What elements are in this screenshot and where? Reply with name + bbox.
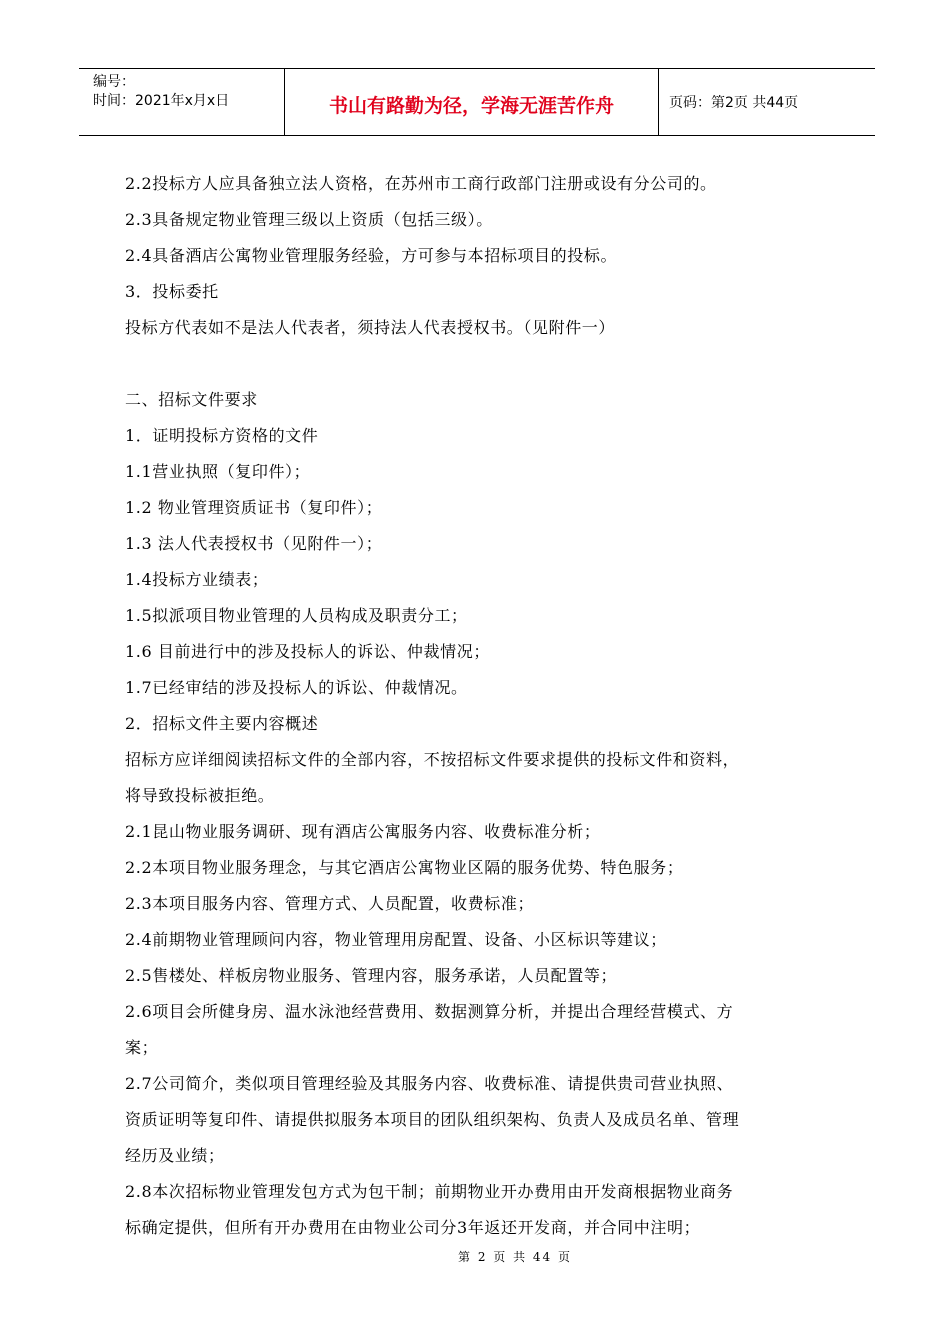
body-line: 招标方应详细阅读招标文件的全部内容，不按招标文件要求提供的投标文件和资料， [125, 750, 740, 769]
body-line: 2.7公司简介，类似项目管理经验及其服务内容、收费标准、请提供贵司营业执照、 [125, 1074, 734, 1093]
body-line: 1.2 物业管理资质证书（复印件）； [125, 498, 383, 517]
body-line: 标确定提供，但所有开办费用在由物业公司分3年返还开发商，并合同中注明； [125, 1218, 701, 1237]
footer-page-number: 第 2 页 共 44 页 [458, 1250, 572, 1264]
body-line: 1.6 目前进行中的涉及投标人的诉讼、仲裁情况； [125, 642, 490, 661]
header-meta [79, 69, 285, 135]
body-line: 资质证明等复印件、请提供拟服务本项目的团队组织架构、负责人及成员名单、管理 [125, 1110, 740, 1129]
body-line: 将导致投标被拒绝。 [125, 786, 275, 805]
header-page-label: 页码：第2页 共44页 [669, 95, 799, 111]
section-heading: 3．投标委托 [125, 282, 219, 301]
document-header [79, 68, 875, 136]
body-line: 投标方代表如不是法人代表者，须持法人代表授权书。（见附件一） [125, 318, 616, 337]
blank-line [125, 346, 840, 382]
body-line: 案； [125, 1038, 159, 1057]
number-label: 编号： [93, 74, 135, 90]
body-line: 2.4具备酒店公寓物业管理服务经验，方可参与本招标项目的投标。 [125, 246, 618, 265]
body-line: 1.7已经审结的涉及投标人的诉讼、仲裁情况。 [125, 678, 468, 697]
body-line: 2.4前期物业管理顾问内容，物业管理用房配置、设备、小区标识等建议； [125, 930, 667, 949]
section-heading: 2．招标文件主要内容概述 [125, 714, 319, 733]
body-line: 1.5拟派项目物业管理的人员构成及职责分工； [125, 606, 468, 625]
body-line: 2.3具备规定物业管理三级以上资质（包括三级）。 [125, 210, 493, 229]
body-line: 1.3 法人代表授权书（见附件一）； [125, 534, 383, 553]
body-line: 1.1营业执照（复印件）； [125, 462, 311, 481]
header-motto: 书山有路勤为径，学海无涯苦作舟 [285, 69, 659, 135]
section-heading: 1．证明投标方资格的文件 [125, 426, 319, 445]
section-heading: 二、招标文件要求 [125, 390, 258, 409]
body-line: 2.5售楼处、样板房物业服务、管理内容，服务承诺，人员配置等； [125, 966, 618, 985]
body-line: 2.8本次招标物业管理发包方式为包干制；前期物业开办费用由开发商根据物业商务 [125, 1182, 734, 1201]
body-line: 1.4投标方业绩表； [125, 570, 269, 589]
body-line: 经历及业绩； [125, 1146, 225, 1165]
body-line: 2.2投标方人应具备独立法人资格，在苏州市工商行政部门注册或设有分公司的。 [125, 174, 717, 193]
body-line: 2.3本项目服务内容、管理方式、人员配置，收费标准； [125, 894, 535, 913]
document-body [125, 166, 840, 1246]
time-label: 时间：2021年x月x日 [93, 93, 230, 109]
body-line: 2.2本项目物业服务理念，与其它酒店公寓物业区隔的服务优势、特色服务； [125, 858, 684, 877]
page-footer [0, 1248, 950, 1265]
body-line: 2.1昆山物业服务调研、现有酒店公寓服务内容、收费标准分析； [125, 822, 601, 841]
body-line: 2.6项目会所健身房、温水泳池经营费用、数据测算分析，并提出合理经营模式、方 [125, 1002, 734, 1021]
